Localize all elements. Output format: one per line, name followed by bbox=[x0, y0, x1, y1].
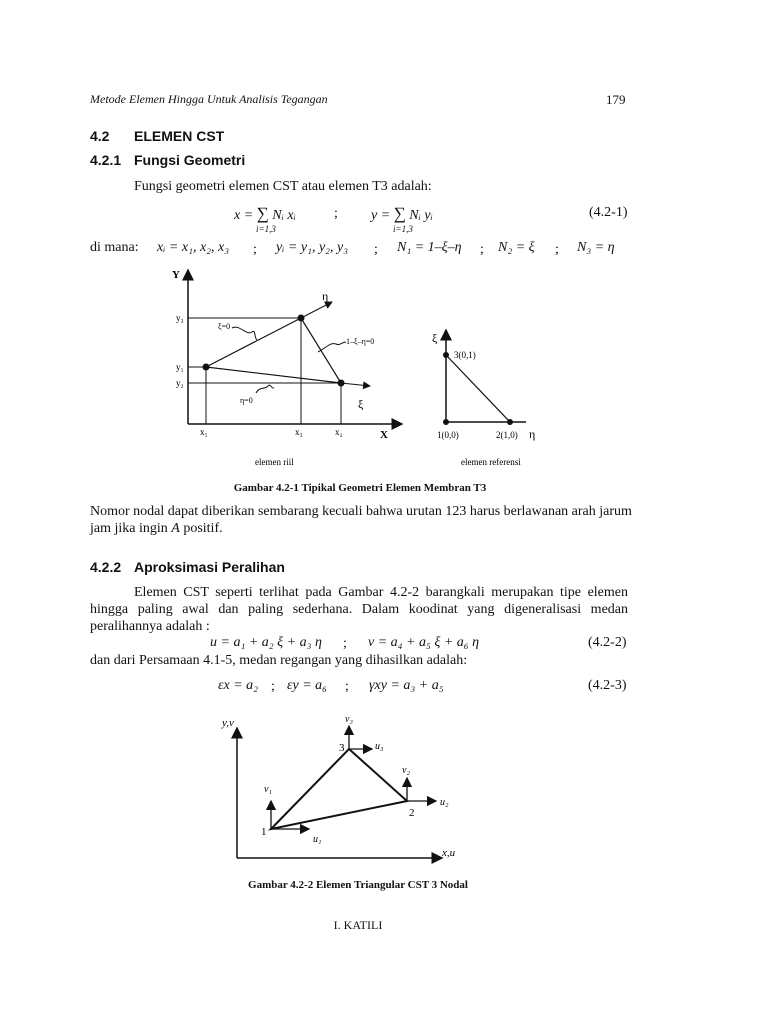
eta-direction bbox=[301, 302, 332, 318]
cst-triangle bbox=[271, 749, 407, 829]
page-number: 179 bbox=[606, 92, 626, 107]
where-lead: di mana: bbox=[90, 240, 139, 255]
node-3 bbox=[298, 315, 305, 322]
label-node1: 1 bbox=[261, 826, 267, 838]
ref-hypotenuse bbox=[446, 355, 510, 422]
paragraph-nodal-line-2 bbox=[90, 520, 223, 537]
section-heading-4-2-1 bbox=[90, 152, 245, 168]
label-y2: y₂ bbox=[176, 378, 184, 388]
equation-number: (4.2-2) bbox=[588, 635, 627, 650]
figure-4-2-1 bbox=[160, 262, 580, 472]
running-header-title: Metode Elemen Hingga Untuk Analisis Tegangan bbox=[90, 92, 328, 106]
where-sep: ; bbox=[555, 242, 559, 257]
leader-eta0 bbox=[256, 385, 274, 393]
ref-node-1 bbox=[443, 419, 449, 425]
where-sep: ; bbox=[374, 242, 378, 257]
paragraph-approximation: Elemen CST seperti terlihat pada Gambar 4.2-2 barangkali merupakan tipe elemen hingga paling awal dan paling sederhana. Dalam koodinat yang digeneralisasi medan peralihannya adalah : bbox=[90, 585, 628, 634]
leader-xi0 bbox=[232, 327, 257, 340]
equation-number: (4.2-3) bbox=[588, 678, 627, 693]
label-v1: v₁ bbox=[264, 784, 272, 795]
eq-x-term: Nᵢ xᵢ bbox=[272, 208, 296, 223]
label-eta: η bbox=[322, 289, 329, 303]
where-xi: xᵢ = x₁, x₂, x₃ bbox=[157, 240, 230, 255]
where-yi: yᵢ = y₁, y₂, y₃ bbox=[276, 240, 349, 255]
label-1xieta0: 1–ξ–η=0 bbox=[346, 337, 375, 346]
eq-sep: ; bbox=[334, 206, 338, 221]
text-run: jam jika ingin bbox=[90, 521, 172, 536]
label-x3: x₃ bbox=[295, 427, 303, 437]
figure-4-2-2 bbox=[210, 708, 490, 868]
label-y3: y₃ bbox=[176, 313, 184, 323]
paragraph-geometry-intro: Fungsi geometri elemen CST atau elemen T3 adalah: bbox=[134, 179, 432, 194]
axis-label-x: X bbox=[380, 429, 388, 441]
axis-label-y: Y bbox=[172, 269, 180, 281]
figure-caption-4-2-2: Gambar 4.2-2 Elemen Triangular CST 3 Nodal bbox=[248, 879, 468, 891]
eq-x-lhs: x = bbox=[234, 208, 254, 223]
label-v3: v₃ bbox=[345, 714, 353, 725]
xi-direction bbox=[341, 383, 370, 386]
label-u1: u₁ bbox=[313, 834, 322, 845]
footer-author: I. KATILI bbox=[333, 918, 383, 932]
leader-1xieta0 bbox=[318, 342, 346, 352]
caption-reference-element: elemen referensi bbox=[461, 457, 521, 467]
ref-label-node3: 3(0,1) bbox=[454, 350, 476, 360]
section-number: 4.2.2 bbox=[90, 559, 122, 575]
text-run-italic: A bbox=[171, 521, 180, 536]
ref-label-eta: η bbox=[529, 427, 536, 441]
sum-symbol: ∑ bbox=[393, 204, 406, 223]
label-x2: x₂ bbox=[335, 427, 343, 437]
where-n1: N₁ = 1–ξ–η bbox=[397, 240, 462, 255]
eq-y-term: Nᵢ yᵢ bbox=[409, 208, 433, 223]
where-n2: N₂ = ξ bbox=[498, 240, 535, 255]
label-v2: v₂ bbox=[402, 765, 410, 776]
label-xi: ξ bbox=[358, 397, 364, 411]
ref-label-node2: 2(1,0) bbox=[496, 430, 518, 440]
caption-real-element: elemen riil bbox=[255, 457, 294, 467]
section-title: ELEMEN CST bbox=[134, 128, 225, 144]
axis-label-y: y,v bbox=[222, 717, 234, 729]
axis-label-x: x,u bbox=[442, 847, 456, 859]
eq-sep: ; bbox=[343, 636, 347, 651]
ref-label-xi: ξ bbox=[432, 331, 438, 345]
section-heading-4-2 bbox=[90, 128, 224, 144]
paragraph-strain: dan dari Persamaan 4.1-5, medan regangan yang dihasilkan adalah: bbox=[90, 653, 468, 668]
label-x1: x₁ bbox=[200, 427, 208, 437]
equation-4-2-3-ey: εy = a₆ bbox=[287, 678, 328, 693]
ref-node-2 bbox=[507, 419, 513, 425]
ref-label-node1: 1(0,0) bbox=[437, 430, 459, 440]
section-number: 4.2.1 bbox=[90, 152, 122, 168]
label-node2: 2 bbox=[409, 807, 415, 819]
equation-4-2-1-y bbox=[371, 204, 433, 224]
equation-4-2-1-x bbox=[234, 204, 296, 224]
node-1 bbox=[203, 364, 210, 371]
equation-4-2-2-u: u = a₁ + a₂ ξ + a₃ η bbox=[210, 635, 322, 650]
eq-x-sub: i=1,3 bbox=[256, 224, 276, 234]
eq-y-sub: i=1,3 bbox=[393, 224, 413, 234]
label-u2: u₂ bbox=[440, 797, 449, 808]
label-xi0: ξ=0 bbox=[218, 322, 231, 331]
ref-node-3 bbox=[443, 352, 449, 358]
equation-4-2-2-v: v = a₄ + a₅ ξ + a₆ η bbox=[368, 635, 480, 650]
section-title: Aproksimasi Peralihan bbox=[134, 559, 285, 575]
node-2 bbox=[338, 380, 345, 387]
eq-y-lhs: y = bbox=[371, 208, 391, 223]
section-heading-4-2-2 bbox=[90, 559, 285, 575]
eq-sep: ; bbox=[345, 679, 349, 694]
eq-sep: ; bbox=[271, 679, 275, 694]
where-sep: ; bbox=[480, 242, 484, 257]
label-eta0: η=0 bbox=[240, 396, 253, 405]
where-sep: ; bbox=[253, 242, 257, 257]
label-u3: u₃ bbox=[375, 741, 384, 752]
label-node3: 3 bbox=[339, 742, 345, 754]
equation-number: (4.2-1) bbox=[589, 205, 628, 220]
figure-caption-4-2-1: Gambar 4.2-1 Tipikal Geometri Elemen Membran T3 bbox=[233, 482, 487, 494]
section-number: 4.2 bbox=[90, 128, 110, 144]
paragraph-nodal-line-1: Nomor nodal dapat diberikan sembarang kecuali bahwa urutan 123 harus berlawanan arah jarum bbox=[90, 504, 632, 519]
text-run: positif. bbox=[179, 521, 223, 536]
sum-symbol: ∑ bbox=[256, 204, 269, 223]
equation-4-2-3-gxy: γxy = a₃ + a₅ bbox=[369, 678, 444, 693]
section-title: Fungsi Geometri bbox=[134, 152, 246, 168]
where-n3: N₃ = η bbox=[577, 240, 615, 255]
label-y1: y₁ bbox=[176, 362, 184, 372]
equation-4-2-3-ex: εx = a₂ bbox=[218, 678, 259, 693]
